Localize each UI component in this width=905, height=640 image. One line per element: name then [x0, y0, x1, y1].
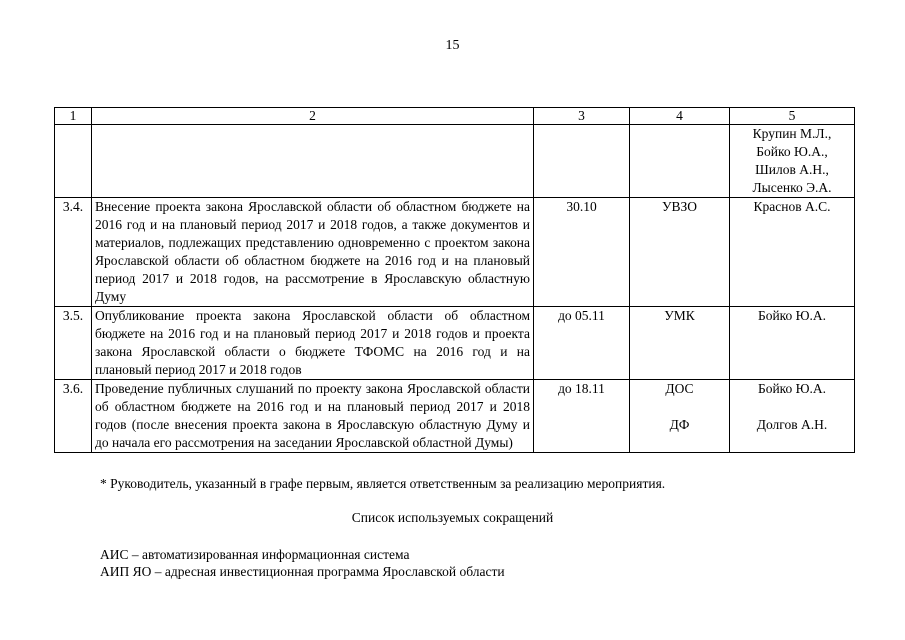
- row-date: [534, 125, 630, 198]
- responsible-name: Крупин М.Л.,: [752, 126, 832, 141]
- table-row: [55, 380, 855, 453]
- table-header-row: [55, 108, 855, 125]
- header-cell: 1: [55, 108, 92, 125]
- row-date: до 05.11: [534, 307, 630, 380]
- abbreviations-list: [100, 546, 505, 580]
- row-number: [55, 125, 92, 198]
- row-org: [630, 125, 730, 198]
- row-org: [630, 198, 730, 307]
- table-row: [55, 307, 855, 380]
- org-code: ДОС: [665, 381, 694, 396]
- header-cell: 5: [730, 108, 855, 125]
- row-text: Опубликование проекта закона Ярославской области об областном бюджете на 2016 год и на плановый период 2017 и 2018 годов и проекта закона Ярославской области о бюджете ТФОМС на 2016 год и на плановый период 2017 и 2018 годов: [92, 307, 534, 380]
- row-text: Внесение проекта закона Ярославской области об областном бюджете на 2016 год и на плановый период 2017 и 2018 годов, а также документов и материалов, подлежащих представлению одновременно с проектом закона Ярославской области об областном бюджете на 2016 год и на плановый период 2017 и 2018 годов, на рассмотрение в Ярославскую областную Думу: [92, 198, 534, 307]
- line-spacer: [633, 398, 726, 416]
- row-number: 3.5.: [55, 307, 92, 380]
- header-cell: 4: [630, 108, 730, 125]
- row-responsible: [730, 125, 855, 198]
- responsible-name: Бойко Ю.А.,: [756, 144, 828, 159]
- row-date: 30.10: [534, 198, 630, 307]
- responsible-name: Шилов А.Н.,: [755, 162, 829, 177]
- line-spacer: [733, 398, 851, 416]
- abbreviations-title: Список используемых сокращений: [351, 510, 554, 525]
- abbreviation-item: АИС – автоматизированная информационная система: [100, 547, 410, 562]
- footnote: * Руководитель, указанный в графе первым, является ответственным за реализацию мероприятия.: [100, 476, 666, 491]
- responsible-name: Бойко Ю.А.: [757, 381, 827, 396]
- table-row: [55, 125, 855, 198]
- row-responsible: [730, 380, 855, 453]
- header-cell: 2: [92, 108, 534, 125]
- row-text: [92, 125, 534, 198]
- row-number: 3.6.: [55, 380, 92, 453]
- responsible-name: Краснов А.С.: [753, 199, 831, 214]
- responsible-name: Долгов А.Н.: [756, 417, 828, 432]
- org-code: ДФ: [669, 417, 690, 432]
- row-responsible: [730, 307, 855, 380]
- org-code: УМК: [664, 308, 695, 323]
- row-number: 3.4.: [55, 198, 92, 307]
- row-text: Проведение публичных слушаний по проекту закона Ярославской области об областном бюджете на 2016 год и на плановый период 2017 и 2018 годов (после внесения проекта закона в Ярославскую областную Думу и до начала его рассмотрения на заседании Ярославской областной Думы): [92, 380, 534, 453]
- abbreviation-item: АИП ЯО – адресная инвестиционная программа Ярославской области: [100, 564, 505, 579]
- row-org: [630, 307, 730, 380]
- responsible-name: Бойко Ю.А.: [757, 308, 827, 323]
- header-cell: 3: [534, 108, 630, 125]
- responsible-name: Лысенко Э.А.: [752, 180, 832, 195]
- row-date: до 18.11: [534, 380, 630, 453]
- page-number: 15: [445, 38, 460, 53]
- table-row: [55, 198, 855, 307]
- row-org: [630, 380, 730, 453]
- plan-table: [54, 107, 855, 453]
- row-responsible: [730, 198, 855, 307]
- org-code: УВЗО: [661, 199, 698, 214]
